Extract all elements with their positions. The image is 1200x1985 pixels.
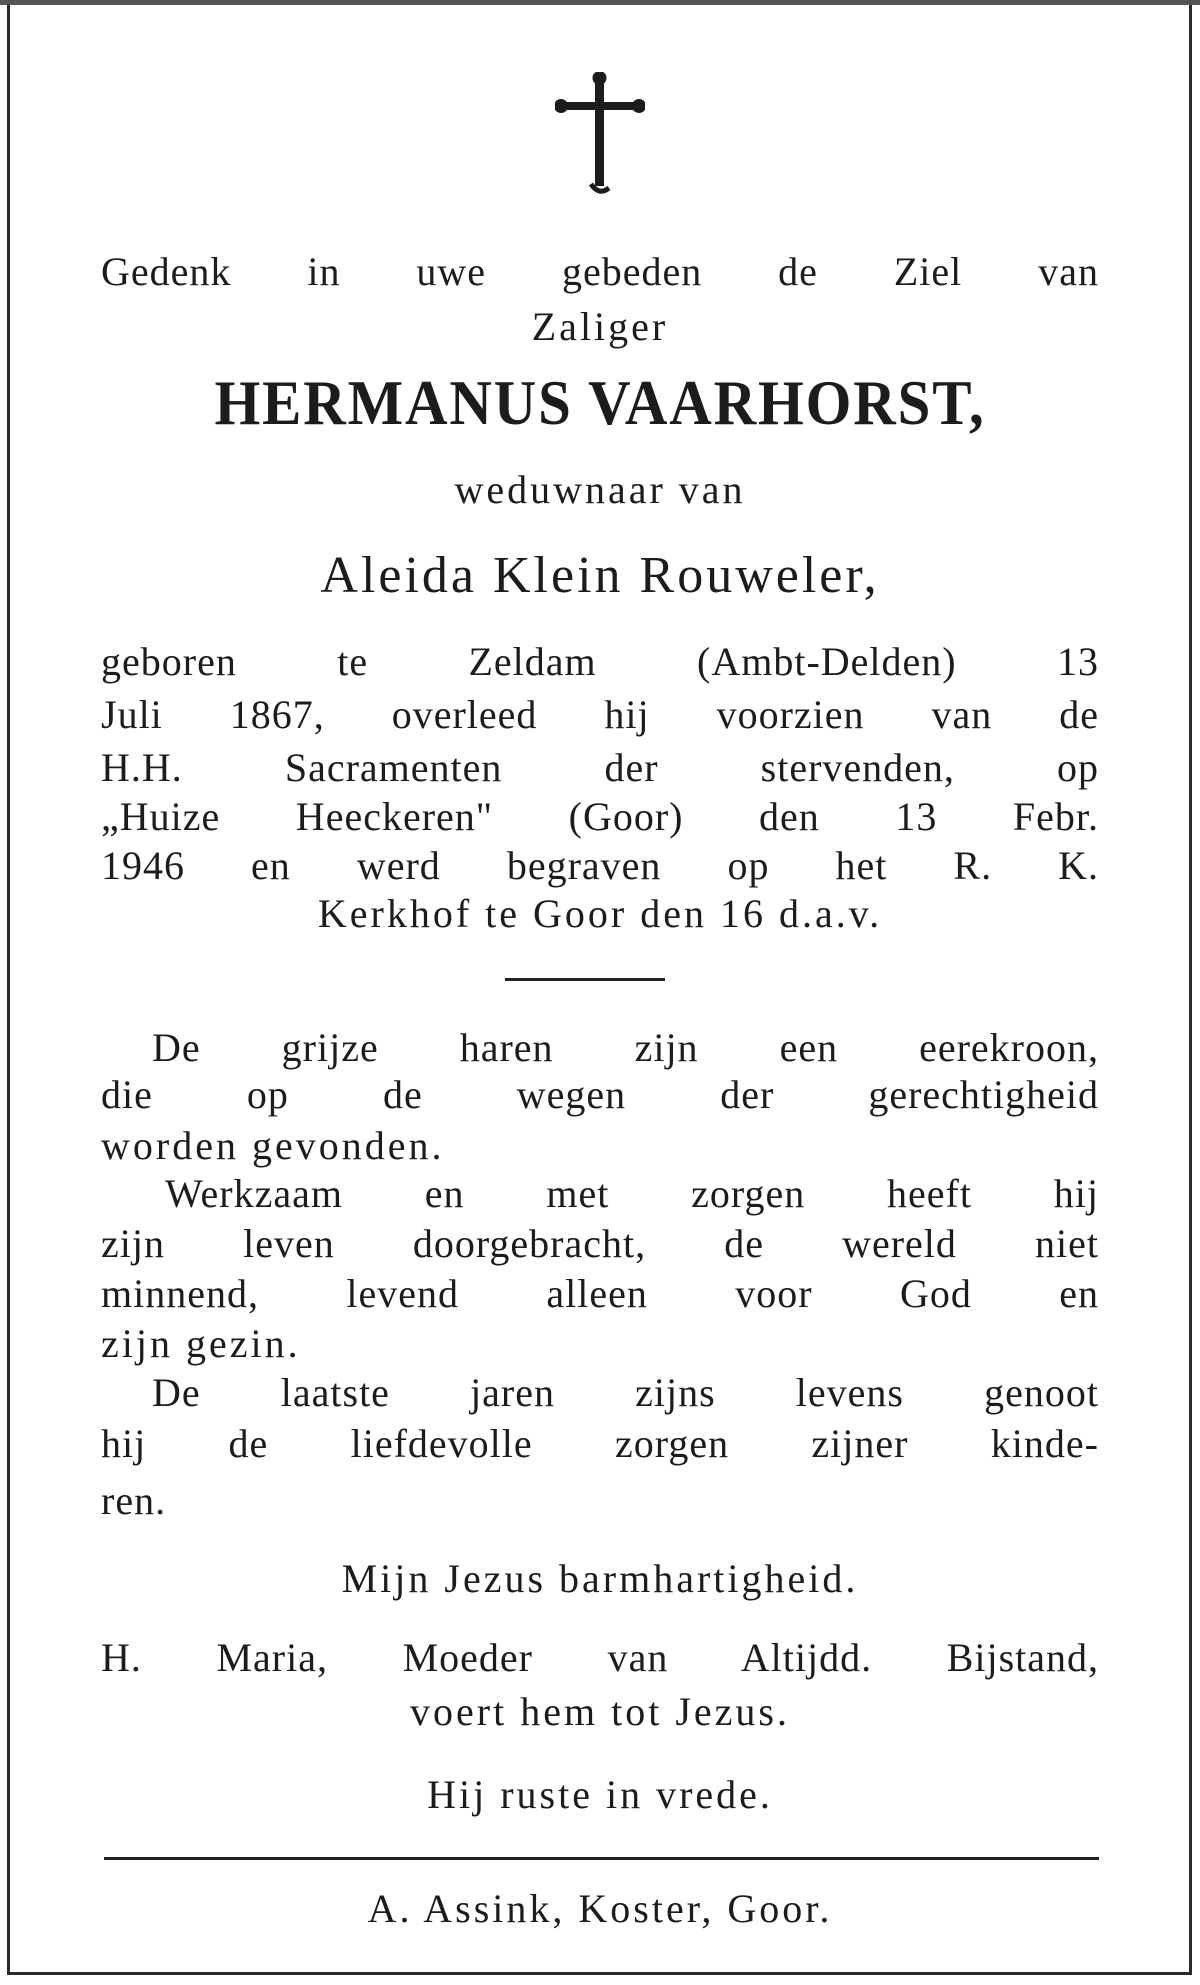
bio-line: Juli 1867, overleed hij voorzien van de (101, 692, 1099, 737)
verse-line: De grijze haren zijn een eerekroon, (152, 1025, 1099, 1070)
verse-line: minnend, levend alleen voor God en (101, 1271, 1099, 1316)
relation-text: weduwnaar van (454, 467, 746, 512)
verse-line: Werkzaam en met zorgen heeft hij (165, 1171, 1099, 1216)
prayer-line: Hij ruste in vrede. (427, 1772, 773, 1817)
prayer-line: Mijn Jezus barmhartigheid. (341, 1556, 859, 1601)
verse-line: hij de liefdevolle zorgen zijner kinde- (101, 1421, 1099, 1466)
cross-icon (555, 72, 645, 197)
verse-line: die op de wegen der gerechtigheid (101, 1072, 1099, 1117)
intro-text: Gedenk in uwe gebeden de Ziel van (101, 249, 1099, 294)
spouse-name: Aleida Klein Rouweler, (320, 547, 880, 604)
divider (505, 978, 665, 981)
verse-line: ren. (101, 1478, 167, 1523)
verse-line: zijn leven doorgebracht, de wereld niet (101, 1221, 1099, 1266)
bio-line: geboren te Zeldam (Ambt-Delden) 13 (101, 639, 1099, 684)
deceased-name: HERMANUS VAARHORST, (214, 367, 986, 438)
prayer-line: voert hem tot Jezus. (410, 1689, 790, 1734)
verse-line: worden gevonden. (101, 1123, 445, 1168)
footer-divider (104, 1857, 1099, 1860)
prayer-line: H. Maria, Moeder van Altijdd. Bijstand, (101, 1635, 1099, 1680)
verse-line: De laatste jaren zijns levens genoot (152, 1370, 1099, 1415)
printer-credit: A. Assink, Koster, Goor. (367, 1886, 833, 1931)
bio-line: „Huize Heeckeren" (Goor) den 13 Febr. (101, 794, 1099, 839)
bio-line: Kerkhof te Goor den 16 d.a.v. (317, 891, 883, 936)
verse-line: zijn gezin. (101, 1321, 301, 1366)
zaliger-text: Zaliger (531, 304, 669, 349)
bio-line: 1946 en werd begraven op het R. K. (101, 843, 1099, 888)
bio-line: H.H. Sacramenten der stervenden, op (101, 745, 1099, 790)
